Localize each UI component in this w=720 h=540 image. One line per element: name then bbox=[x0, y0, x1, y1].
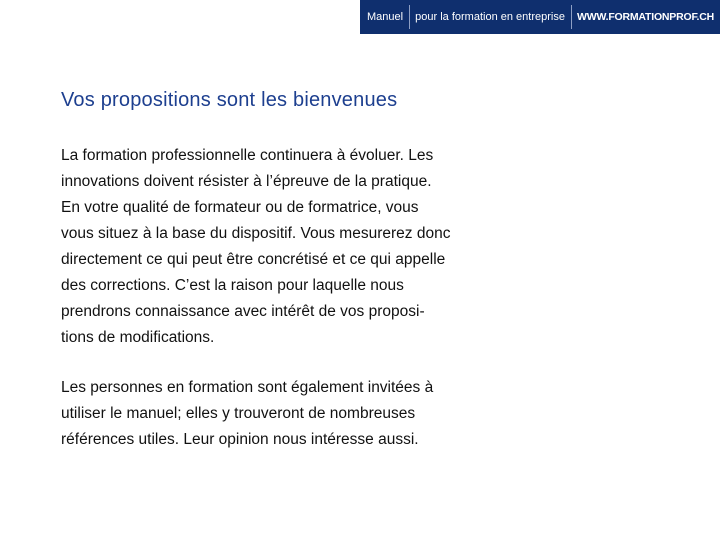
paragraph-line: Les personnes en formation sont également invitées à bbox=[61, 379, 434, 396]
paragraph-line: vous situez à la base du dispositif. Vous mesurerez donc bbox=[61, 225, 451, 242]
paragraph-line: innovations doivent résister à l’épreuve de la pratique. bbox=[61, 173, 432, 190]
paragraph-line: tions de modifications. bbox=[61, 329, 215, 346]
paragraph-2 bbox=[61, 375, 531, 453]
header-banner bbox=[360, 0, 720, 34]
paragraph-line: références utiles. Leur opinion nous intéresse aussi. bbox=[61, 431, 419, 448]
paragraph-1 bbox=[61, 143, 531, 351]
page-title: Vos propositions sont les bienvenues bbox=[61, 89, 398, 111]
paragraph-line: prendrons connaissance avec intérêt de vos proposi- bbox=[61, 303, 425, 320]
paragraph-line: directement ce qui peut être concrétisé et ce qui appelle bbox=[61, 251, 446, 268]
banner-subtitle: pour la formation en entreprise bbox=[415, 11, 565, 23]
banner-website-link[interactable]: WWW.FORMATIONPROF.CH bbox=[577, 11, 714, 23]
paragraph-line: La formation professionnelle continuera à évoluer. Les bbox=[61, 147, 434, 164]
banner-manual-label: Manuel bbox=[367, 11, 404, 23]
paragraph-line: utiliser le manuel; elles y trouveront de nombreuses bbox=[61, 405, 416, 422]
paragraph-line: des corrections. C’est la raison pour laquelle nous bbox=[61, 277, 404, 294]
paragraph-line: En votre qualité de formateur ou de formatrice, vous bbox=[61, 199, 419, 216]
